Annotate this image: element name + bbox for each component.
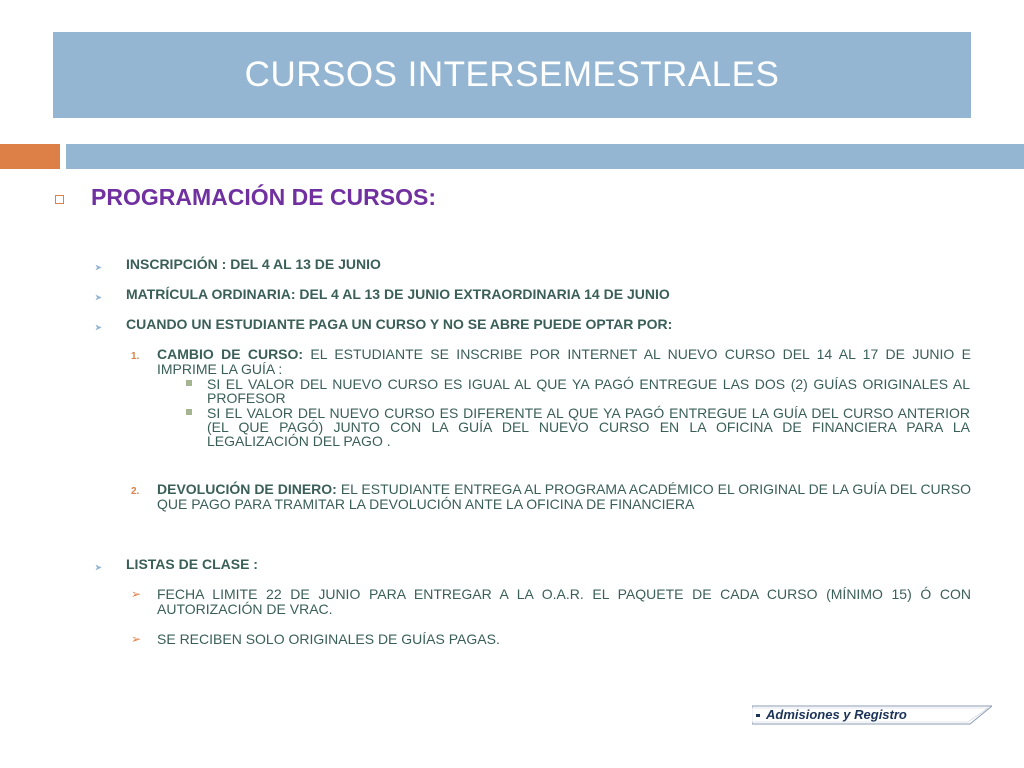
admisiones-logo — [752, 704, 992, 726]
option-number: 2. — [131, 486, 140, 497]
sub-item-diferente: SI EL VALOR DEL NUEVO CURSO ES DIFERENTE AL QUE YA PAGÓ ENTREGUE LA GUÍA DEL CURSO ANTERIOR (EL QUE PAGÓ) JUNTO CON LA GUÍA DEL NUEVO CURSO EN LA OFICINA DE FINANCIERA PARA LA LEGALIZACIÓN DEL PAGO . — [186, 406, 970, 448]
option-cambio-de-curso — [131, 347, 971, 377]
option-label: DEVOLUCIÓN DE DINERO: — [157, 481, 337, 497]
option-text: EL ESTUDIANTE SE INSCRIBE POR INTERNET AL NUEVO CURSO DEL 14 AL 17 DE JUNIO E IMPRIME LA GUÍA : — [157, 346, 971, 377]
section-heading: PROGRAMACIÓN DE CURSOS: — [91, 184, 437, 210]
arrow-bullet-icon: ➤ — [95, 293, 102, 302]
slide-title: CURSOS INTERSEMESTRALES — [244, 55, 780, 94]
class-list-item-originales: ➢ SE RECIBEN SOLO ORIGINALES DE GUÍAS PAGAS. — [131, 631, 500, 647]
square-bullet-icon — [55, 195, 64, 204]
arrow-bullet-icon: ➢ — [131, 632, 142, 646]
option-number: 1. — [131, 351, 140, 362]
logo-text: Admisiones y Registro — [766, 707, 907, 722]
arrow-bullet-icon: ➤ — [95, 563, 102, 572]
arrow-bullet-icon: ➢ — [131, 587, 142, 601]
list-item-cuando: ➤ CUANDO UN ESTUDIANTE PAGA UN CURSO Y NO SE ABRE PUEDE OPTAR POR: — [126, 317, 971, 332]
list-item-matricula: ➤ MATRÍCULA ORDINARIA: DEL 4 AL 13 DE JUNIO EXTRAORDINARIA 14 DE JUNIO — [126, 287, 971, 302]
list-item-listas-de-clase: ➤ LISTAS DE CLASE : — [126, 557, 971, 572]
arrow-bullet-icon: ➤ — [95, 263, 102, 272]
class-list-item-fecha: ➢ FECHA LIMITE 22 DE JUNIO PARA ENTREGAR A LA O.A.R. EL PAQUETE DE CADA CURSO (MÍNIMO 15) Ó CON AUTORIZACIÓN DE VRAC. — [131, 586, 971, 617]
sub-item-igual: SI EL VALOR DEL NUEVO CURSO ES IGUAL AL QUE YA PAGÓ ENTREGUE LAS DOS (2) GUÍAS ORIGINALES AL PROFESOR — [186, 377, 970, 405]
square-bullet-icon — [186, 380, 192, 386]
list-item-inscripcion: ➤ INSCRIPCIÓN : DEL 4 AL 13 DE JUNIO — [126, 257, 971, 272]
option-label: CAMBIO DE CURSO: — [157, 346, 304, 362]
arrow-bullet-icon: ➤ — [95, 323, 102, 332]
square-bullet-icon — [186, 409, 192, 415]
option-devolucion — [131, 482, 971, 512]
option-text: EL ESTUDIANTE ENTREGA AL PROGRAMA ACADÉMICO EL ORIGINAL DE LA GUÍA DEL CURSO QUE PAGO PARA TRAMITAR LA DEVOLUCIÓN ANTE LA OFICINA DE FINANCIERA — [157, 481, 971, 512]
